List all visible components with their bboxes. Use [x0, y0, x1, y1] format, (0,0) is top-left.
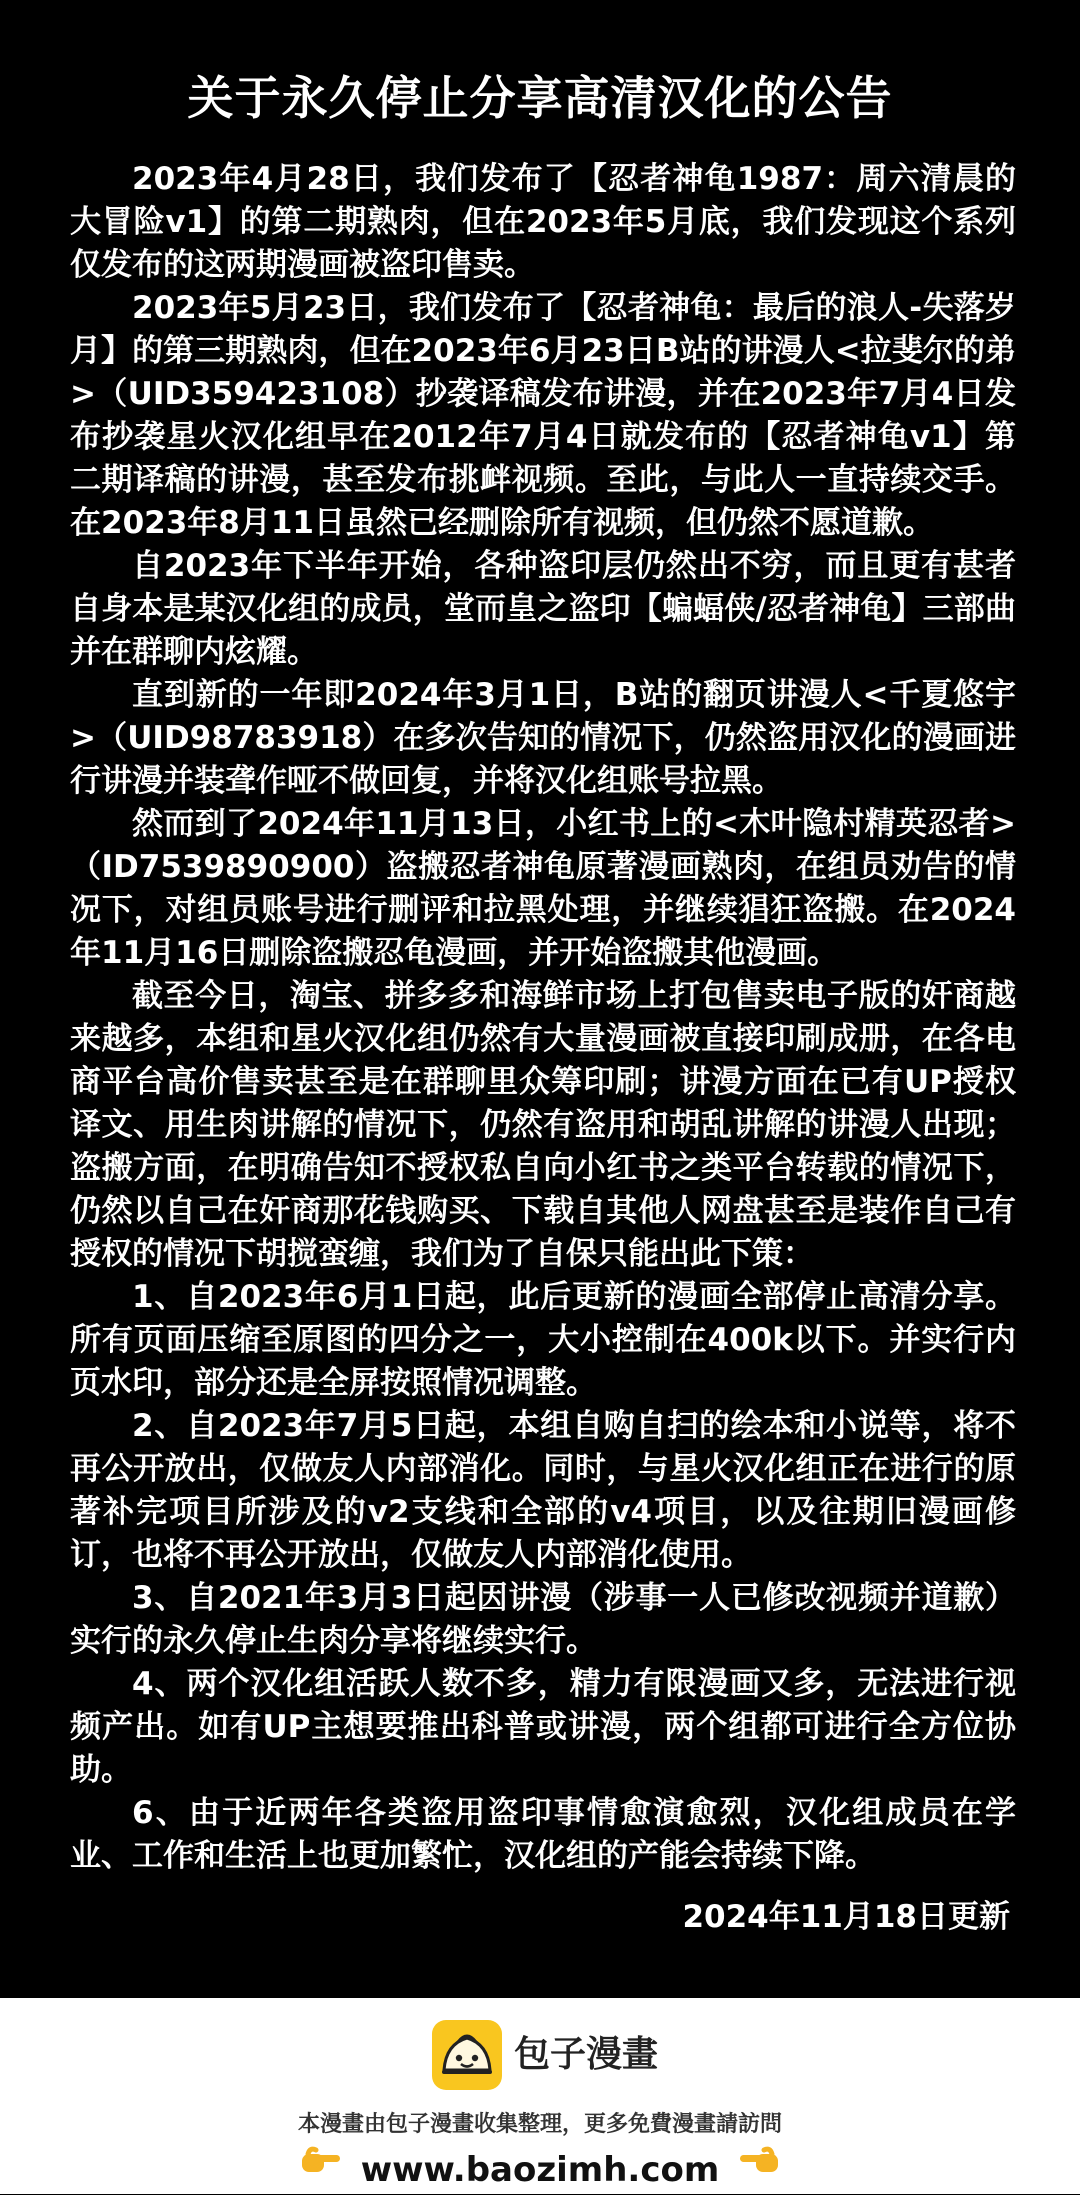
paragraph: 1、自2023年6月1日起，此后更新的漫画全部停止高清分享。所有页面压缩至原图的四分之一，大小控制在400k以下。并实行内页水印，部分还是全屏按照情况调整。 [70, 1279, 1016, 1401]
baozi-logo-icon [432, 2020, 502, 2090]
pointing-right-icon [298, 2144, 342, 2195]
paragraph: 4、两个汉化组活跃人数不多，精力有限漫画又多，无法进行视频产出。如有UP主想要推出科普或讲漫，两个组都可进行全方位协助。 [70, 1666, 1016, 1788]
paragraph: 6、由于近两年各类盗用盗印事情愈演愈烈，汉化组成员在学业、工作和生活上也更加繁忙，汉化组的产能会持续下降。 [70, 1795, 1016, 1874]
update-date: 2024年11月18日更新 [682, 1899, 1010, 1935]
paragraph: 自2023年下半年开始，各种盗印层仍然出不穷，而且更有甚者自身本是某汉化组的成员，堂而皇之盗印【蝙蝠侠/忍者神龟】三部曲并在群聊内炫耀。 [70, 548, 1016, 670]
paragraph: 2023年4月28日，我们发布了【忍者神龟1987：周六清晨的大冒险v1】的第二期熟肉，但在2023年5月底，我们发现这个系列仅发布的这两期漫画被盗印售卖。 [70, 161, 1016, 283]
paragraph: 直到新的一年即2024年3月1日，B站的翻页讲漫人<千夏悠宇>（UID98783918）在多次告知的情况下，仍然盗用汉化的漫画进行讲漫并装聋作哑不做回复，并将汉化组账号拉黑。 [70, 677, 1016, 799]
paragraph: 2023年5月23日，我们发布了【忍者神龟：最后的浪人-失落岁月】的第三期熟肉，但在2023年6月23日B站的讲漫人<拉斐尔的弟>（UID359423108）抄袭译稿发布讲漫，并在2023年7月4日发布抄袭星火汉化组早在2012年7月4日就发布的【忍者神龟v1】第二期译稿的讲漫，甚至发布挑衅视频。至此，与此人一直持续交手。在2023年8月11日虽然已经删除所有视频，但仍然不愿道歉。 [70, 290, 1016, 541]
footer-note: 本漫畫由包子漫畫收集整理，更多免費漫畫請訪問 [297, 2112, 782, 2137]
site-url-link[interactable]: www.baozimh.com [360, 2149, 720, 2190]
notice-body [70, 158, 1016, 1878]
paragraph: 然而到了2024年11月13日，小红书上的<木叶隐村精英忍者>（ID7539890900）盗搬忍者神龟原著漫画熟肉，在组员劝告的情况下，对组员账号进行删评和拉黑处理，并继续猖狂盗搬。在2024年11月16日删除盗搬忍龟漫画，并开始盗搬其他漫画。 [70, 806, 1016, 971]
paragraph: 截至今日，淘宝、拼多多和海鲜市场上打包售卖电子版的奸商越来越多，本组和星火汉化组仍然有大量漫画被直接印刷成册，在各电商平台高价售卖甚至是在群聊里众筹印刷；讲漫方面在已有UP授权译文、用生肉讲解的情况下，仍然有盗用和胡乱讲解的讲漫人出现；盗搬方面，在明确告知不授权私自向小红书之类平台转载的情况下，仍然以自己在奸商那花钱购买、下载自其他人网盘甚至是装作自己有授权的情况下胡搅蛮缠，我们为了自保只能出此下策： [70, 978, 1016, 1272]
footer-url-row [0, 2144, 1080, 2195]
paragraph: 2、自2023年7月5日起，本组自购自扫的绘本和小说等，将不再公开放出，仅做友人内部消化。同时，与星火汉化组正在进行的原著补完项目所涉及的v2支线和全部的v4项目，以及往期旧漫画修订，也将不再公开放出，仅做友人内部消化使用。 [70, 1408, 1016, 1573]
watermark-footer [0, 1998, 1080, 2194]
notice-title: 关于永久停止分享高清汉化的公告 [187, 71, 893, 125]
brand-name: 包子漫畫 [514, 2034, 659, 2075]
pointing-left-icon [738, 2144, 782, 2195]
paragraph: 3、自2021年3月3日起因讲漫（涉事一人已修改视频并道歉）实行的永久停止生肉分享将继续实行。 [70, 1580, 1016, 1659]
